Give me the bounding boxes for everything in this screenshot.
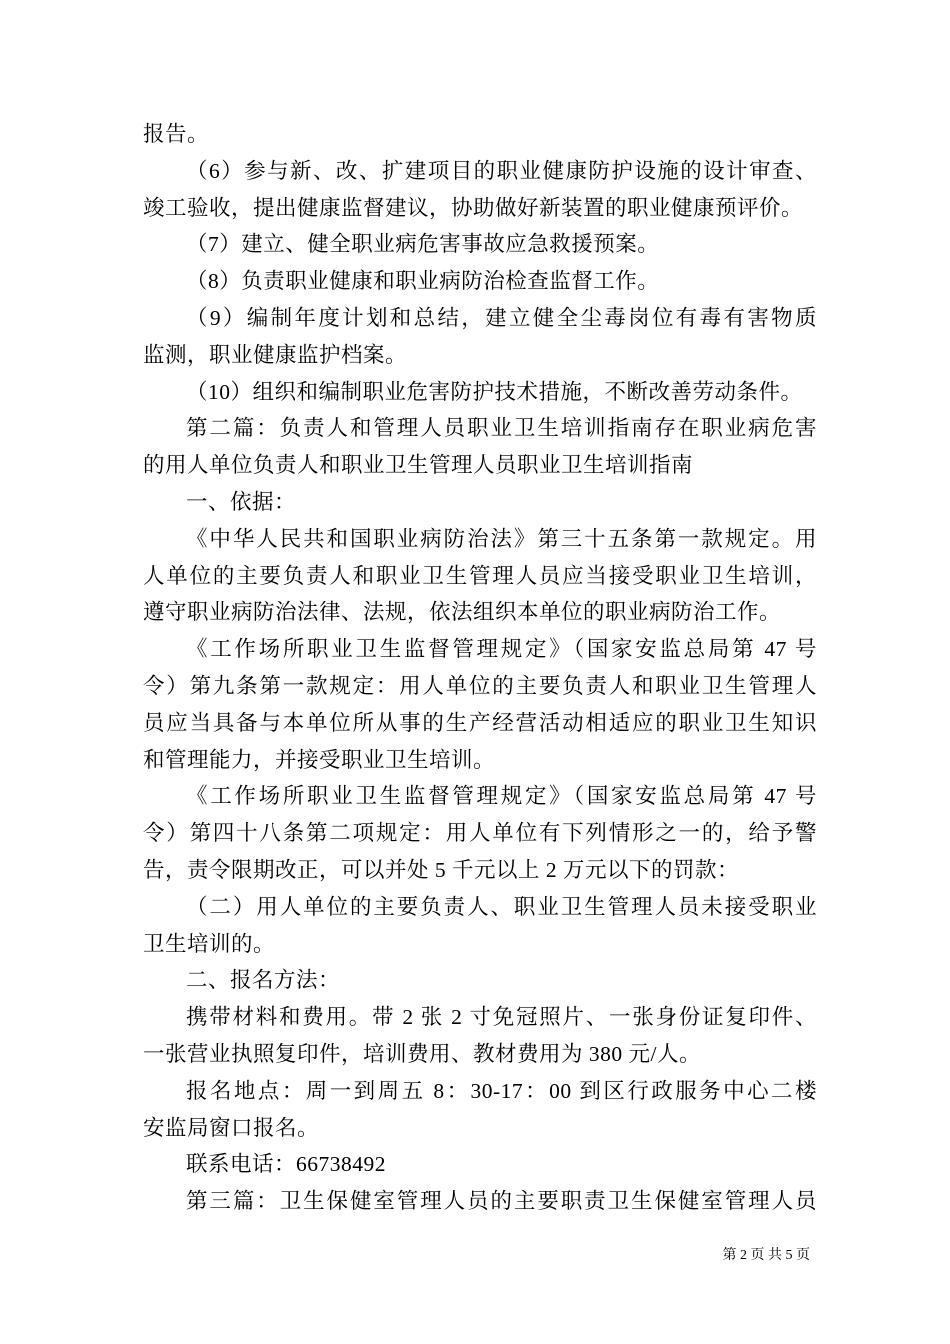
text-line: 联系电话：66738492: [186, 1152, 387, 1177]
text-line: 员应当具备与本单位所从事的生产经营活动相适应的职业卫生知识: [143, 710, 817, 735]
text-line: 遵守职业病防治法律、法规，依法组织本单位的职业病防治工作。: [143, 600, 782, 625]
text-line: 监测，职业健康监护档案。: [143, 342, 408, 367]
text-line: （9）编制年度计划和总结，建立健全尘毒岗位有毒有害物质: [186, 305, 817, 330]
text-line: 一张营业执照复印件，培训费用、教材费用为 380 元/人。: [143, 1041, 701, 1066]
text-line: （8）负责职业健康和职业病防治检查监督工作。: [186, 269, 660, 294]
text-line: 第二篇：负责人和管理人员职业卫生培训指南存在职业病危害: [186, 416, 817, 441]
text-line: （6）参与新、改、扩建项目的职业健康防护设施的设计审查、: [186, 158, 817, 183]
text-line: 的用人单位负责人和职业卫生管理人员职业卫生培训指南: [143, 453, 694, 478]
text-line: 卫生培训的。: [143, 931, 276, 956]
text-line: 告，责令限期改正，可以并处 5 千元以上 2 万元以下的罚款：: [143, 857, 740, 882]
text-line: 《中华人民共和国职业病防治法》第三十五条第一款规定。用: [186, 526, 817, 551]
text-line: 人单位的主要负责人和职业卫生管理人员应当接受职业卫生培训，: [143, 563, 817, 588]
text-line: 报名地点：周一到周五 8：30-17：00 到区行政服务中心二楼: [186, 1078, 817, 1103]
text-line: 携带材料和费用。带 2 张 2 寸免冠照片、一张身份证复印件、: [186, 1005, 817, 1030]
text-line: 一、依据：: [186, 489, 297, 514]
text-line: 竣工验收，提出健康监督建议，协助做好新装置的职业健康预评价。: [143, 195, 804, 220]
text-line: 安监局窗口报名。: [143, 1115, 320, 1140]
text-line: 第三篇：卫生保健室管理人员的主要职责卫生保健室管理人员: [186, 1189, 817, 1214]
text-line: 《工作场所职业卫生监督管理规定》（国家安监总局第 47 号: [186, 637, 817, 662]
page-number-footer: 第 2 页 共 5 页: [722, 1248, 810, 1263]
text-line: 令）第九条第一款规定：用人单位的主要负责人和职业卫生管理人: [143, 673, 817, 698]
text-line: 《工作场所职业卫生监督管理规定》（国家安监总局第 47 号: [186, 784, 817, 809]
text-line: 报告。: [143, 122, 210, 146]
text-line: 令）第四十八条第二项规定：用人单位有下列情形之一的，给予警: [143, 821, 817, 846]
text-line: （7）建立、健全职业病危害事故应急救援预案。: [186, 232, 660, 257]
text-line: 和管理能力，并接受职业卫生培训。: [143, 747, 496, 772]
document-body: [143, 116, 817, 1220]
text-line: 二、报名方法：: [186, 968, 341, 993]
text-line: （10）组织和编制职业危害防护技术措施，不断改善劳动条件。: [186, 379, 803, 404]
text-line: （二）用人单位的主要负责人、职业卫生管理人员未接受职业: [186, 894, 817, 919]
